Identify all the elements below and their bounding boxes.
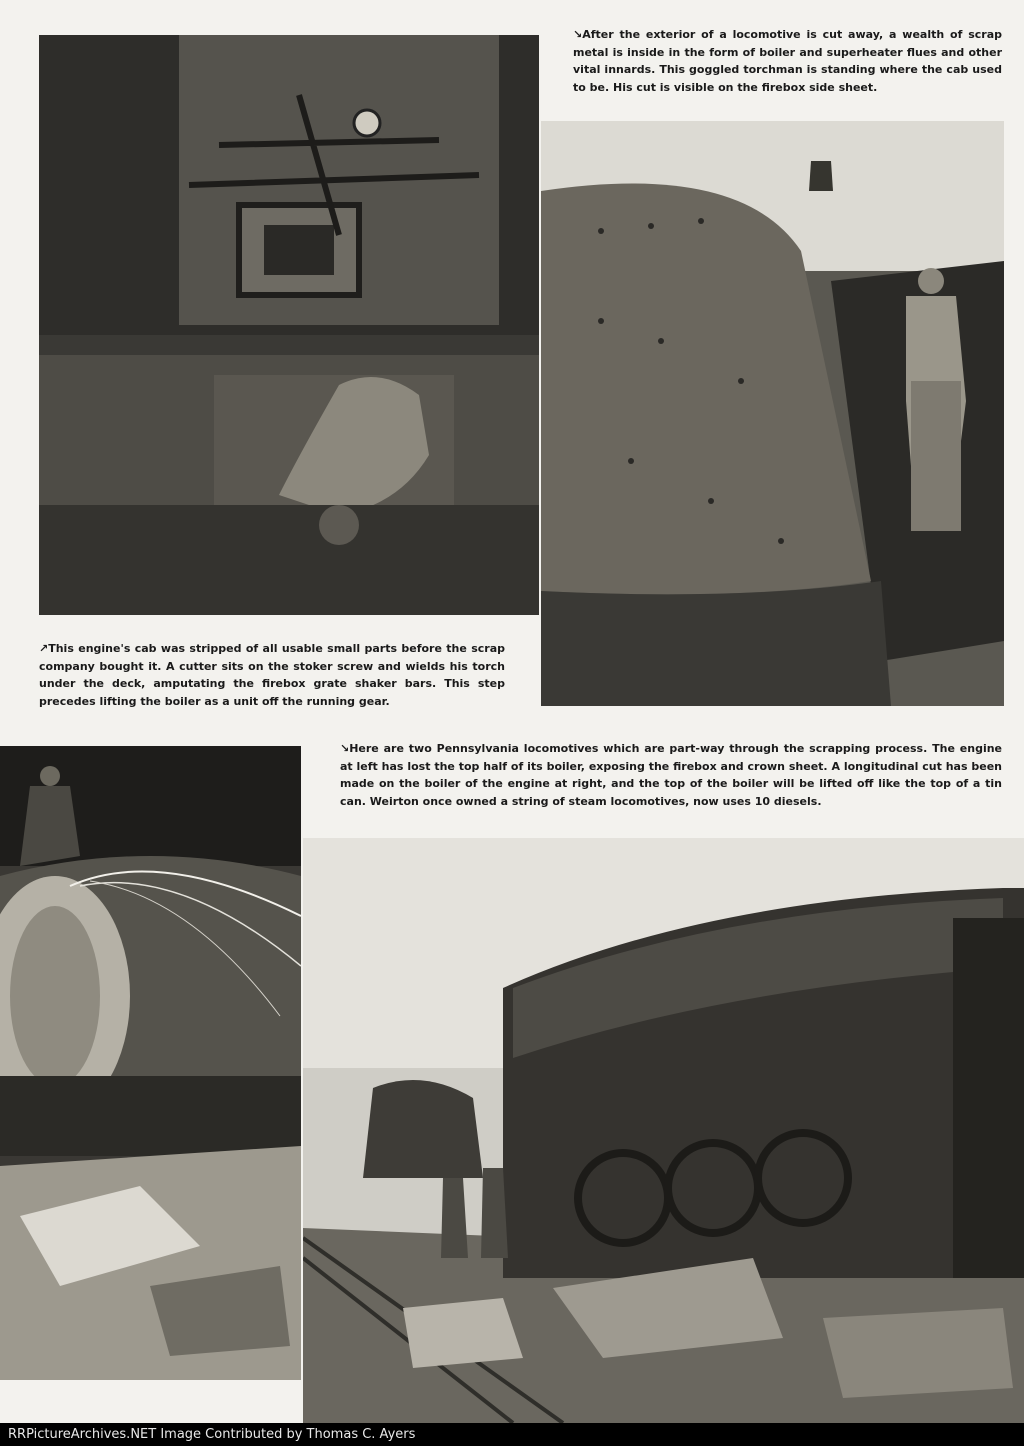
caption-arrow-icon: ↘ — [573, 28, 583, 41]
caption-torchman — [573, 26, 1002, 96]
caption-cab — [39, 640, 505, 710]
two-locomotives-photo — [303, 838, 1024, 1423]
torchman-image — [541, 121, 1004, 706]
cab-interior-photo — [39, 35, 539, 615]
caption-text: Here are two Pennsylvania locomotives which are part-way through the scrapping process. The engine at left has lost the top half of its boiler, exposing the firebox and crown sheet. A longitudinal cut has been made on the boiler of the engine at right, and the top of the boiler will be lifted off like the top of a tin can. Weirton once owned a string of steam locomotives, now uses 10 diesels. — [340, 742, 1002, 808]
caption-two-locomotives — [340, 740, 1002, 810]
torchman-photo — [541, 121, 1004, 706]
boiler-cut-image — [0, 746, 301, 1380]
caption-text: This engine's cab was stripped of all usable small parts before the scrap company bought it. A cutter sits on the stoker screw and wields his torch under the deck, amputating the firebox grate shaker bars. This step precedes lifting the boiler as a unit off the running gear. — [39, 642, 505, 708]
image-credit-footer — [0, 1423, 1024, 1446]
boiler-cut-photo — [0, 746, 301, 1380]
caption-arrow-icon: ↘ — [340, 742, 350, 755]
caption-text: After the exterior of a locomotive is cut away, a wealth of scrap metal is inside in the form of boiler and superheater flues and other vital innards. This goggled torchman is standing where the cab used to be. His cut is visible on the firebox side sheet. — [573, 28, 1002, 94]
cab-interior-image — [39, 35, 539, 615]
two-locomotives-image — [303, 838, 1024, 1423]
credit-text: RRPictureArchives.NET Image Contributed by Thomas C. Ayers — [8, 1427, 416, 1442]
caption-arrow-icon: ↗ — [39, 642, 49, 655]
